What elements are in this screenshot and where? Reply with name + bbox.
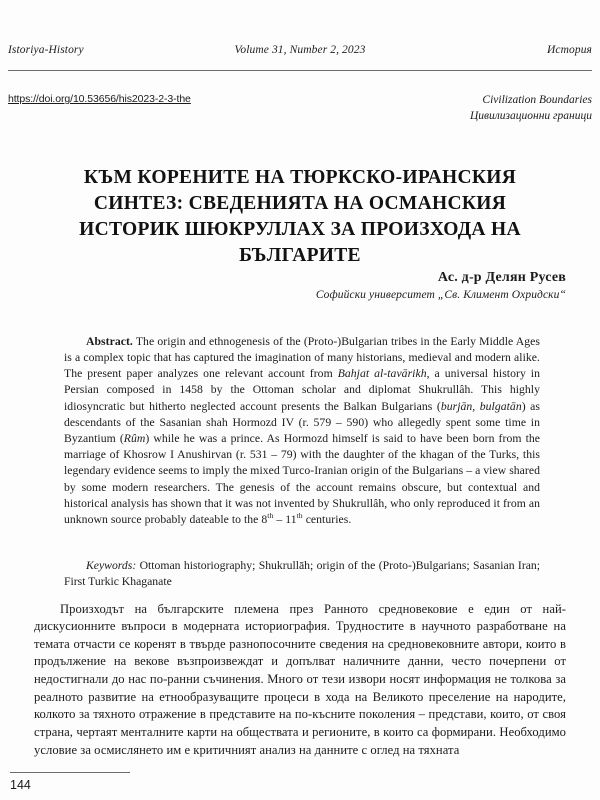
running-head — [8, 44, 592, 56]
abstract-rum-italic: Rûm — [123, 431, 146, 445]
abstract-text-5: – 11 — [273, 512, 297, 526]
doi-link[interactable]: https://doi.org/10.53656/his2023-2-3-the — [8, 93, 191, 105]
abstract-text-4: ) while he was a prince. As Hormozd himself is said to have been born from the marriage of Khosrow I Anushirvan (r. 531 – 79) with the daughter of the khagan of the Turks, this legendary evidence seems to imply the mixed Turco-Iranian origin of the Bulgarians – a view shared by some modern researchers. The genesis of the account remains obscure, but contextual and historical analysis has shown that it was not invented by Shukrullâh, who only reproduced it from an unknown source probably dateable to the — [64, 431, 540, 526]
running-head-right: История — [546, 44, 592, 56]
keywords-text: Ottoman historiography; Shukrullāh; origin of the (Proto-)Bulgarians; Sasanian Iran; First Turkic Khaganate — [64, 558, 540, 588]
section-label-bg: Цивилизационни граници — [469, 109, 592, 122]
abstract-text-1: The origin and ethnogenesis of the (Proto-)Bulgarian tribes in the Early Middle Ages is a complex topic that has captured the imagination of many historians, medieval and modern alike. The present paper analyzes one relevant account from — [64, 334, 540, 381]
author-affiliation: Софийски университет „Св. Климент Охридски“ — [315, 289, 566, 301]
author-name: Ас. д-р Делян Русев — [437, 270, 566, 285]
page-number: 144 — [10, 778, 31, 792]
abstract-text-3: ) as descendants of the Sasanian shah Hormozd IV (r. 579 – 590) who allegedly spent some time in Byzantium ( — [64, 399, 541, 445]
author-block — [60, 270, 566, 301]
section-label-en: Civilization Boundaries — [482, 94, 592, 106]
header-divider — [8, 70, 592, 71]
section-label — [470, 93, 592, 124]
footer-divider — [10, 772, 130, 773]
abstract-term-italic: burjān, bulgatān — [440, 399, 522, 413]
abstract-text-2: , a universal history in Persian composed in 1458 by the Ottoman scholar and diplomat Shukrullâh. This highly idiosyncratic but hitherto neglected account presents the Balkan Bulgarians ( — [64, 367, 540, 413]
abstract-text-6: centuries. — [302, 512, 352, 526]
abstract-paragraph — [64, 334, 540, 528]
abstract-superscript-2: th — [296, 511, 303, 521]
abstract-label: Abstract. — [86, 334, 133, 348]
keywords-paragraph — [64, 558, 540, 590]
running-head-left: Istoriya-History — [8, 44, 84, 56]
running-head-center: Volume 31, Number 2, 2023 — [234, 44, 366, 56]
abstract-superscript-1: th — [267, 511, 274, 521]
body-paragraph-bulgarian: Произходът на българските племена през Ранното средновековие е един от най-дискусионните въпроси в модерната историография. Трудностите в научното разработване на темата отчасти се коренят в твърде разнопосочните сведения на средновековните автори, които в продължение на векове възпроизвеждат и допълват наличните данни, често почерпени от недостигнали до нас по-ранни съчинения. Много от тези извори носят информация не толкова за реалното развитие на етнообразуващите процеси в хода на Великото преселение на народите, колкото за тяхното отражение в представите на по-късните поколения – представи, които, от своя страна, чертаят менталните карти на обществата и регионите, в които са формирани. Необходимо условие за осмислянето им е критичният анализ на данните с оглед на тяхната — [34, 601, 566, 757]
page-title: КЪМ КОРЕНИТЕ НА ТЮРКСКО-ИРАНСКИЯ СИНТЕЗ: СВЕДЕНИЯТА НА ОСМАНСКИЯ ИСТОРИК ШЮКРУЛЛАХ ЗА ПРОИЗХОДА НА БЪЛГАРИТЕ — [79, 167, 521, 267]
keywords-label: Keywords: — [86, 558, 137, 572]
meta-row — [8, 93, 592, 124]
abstract-title-italic: Bahjat al-tavārikh — [337, 367, 427, 381]
abstract-century-start: 8 — [261, 512, 268, 526]
